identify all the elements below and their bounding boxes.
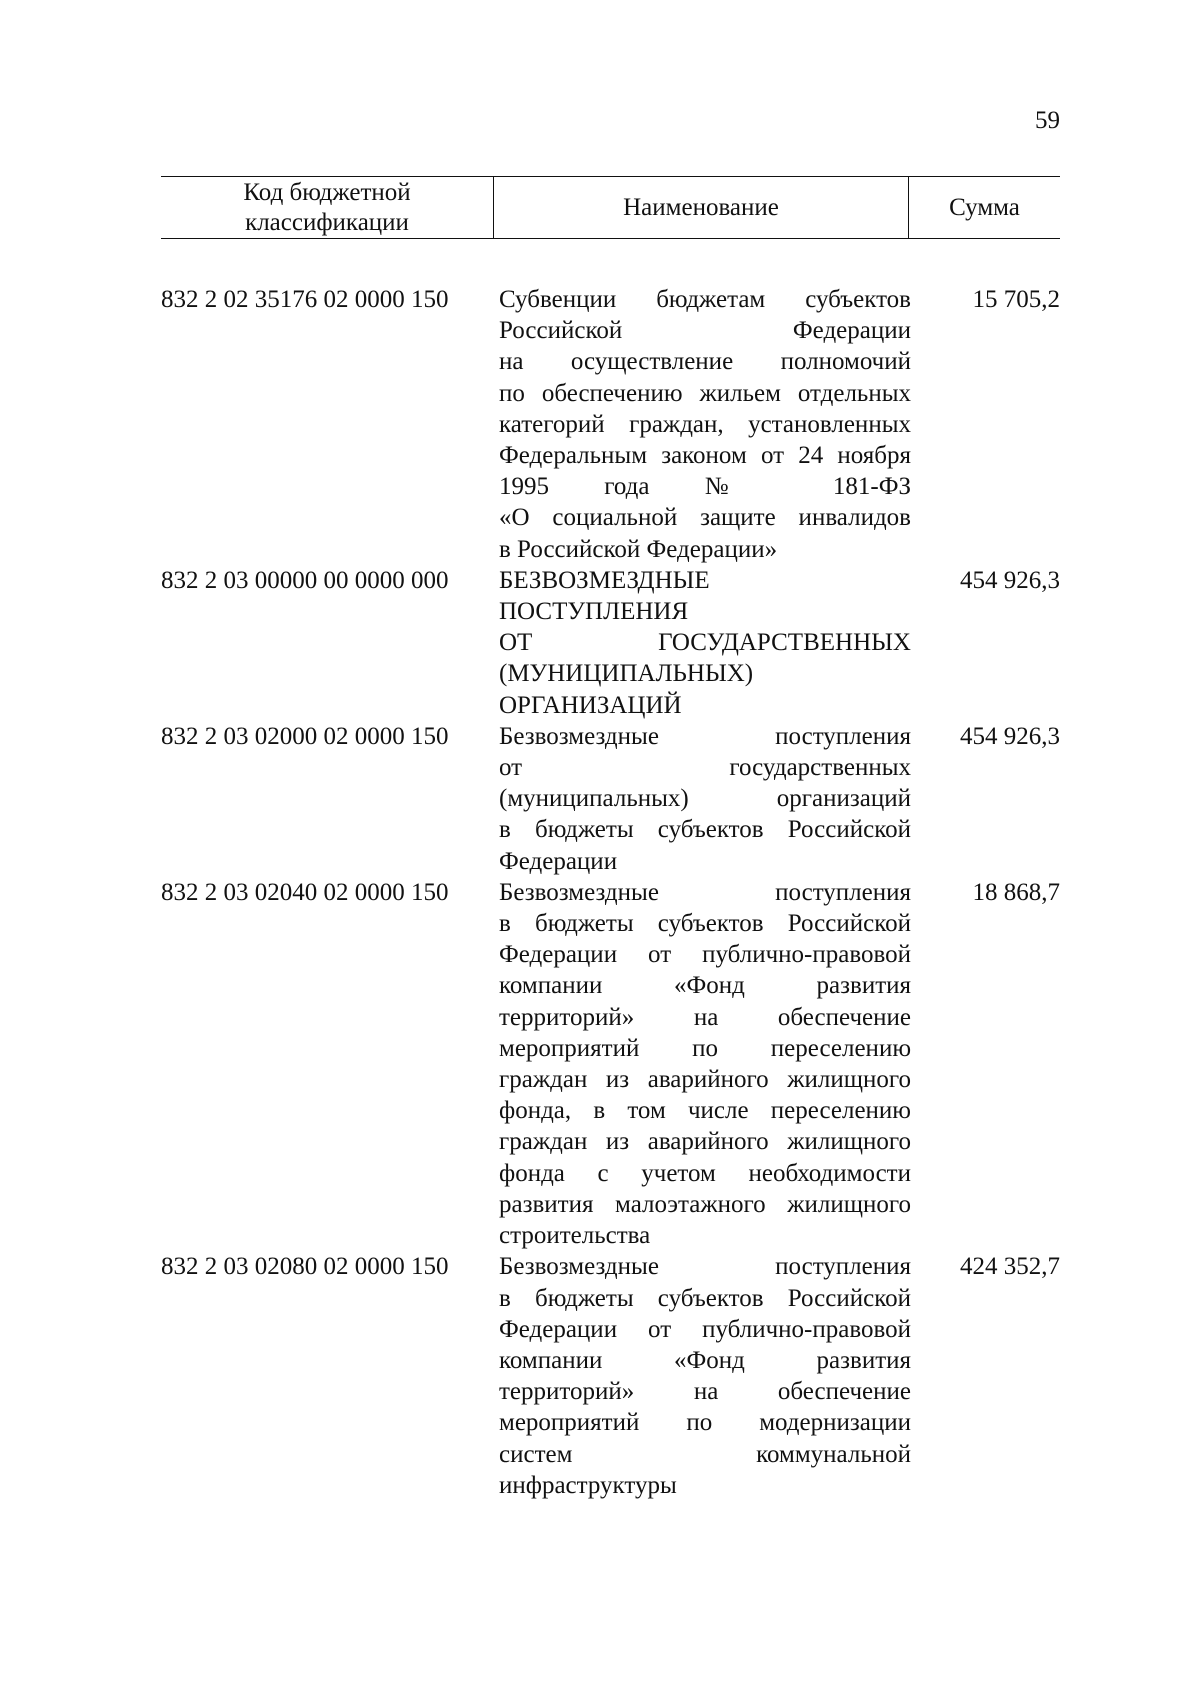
row-code: 832 2 03 02000 02 0000 150 [161,722,449,750]
row-name-line: территорий» на обеспечение [499,1003,911,1031]
row-name-line: в Российской Федерации» [499,535,778,563]
row-name-line: фонда с учетом необходимости [499,1159,911,1187]
row-name-line: по обеспечению жильем отдельных [499,379,911,407]
row-name-line: Безвозмездные поступления [499,878,911,906]
row-name-line: БЕЗВОЗМЕЗДНЫЕ [499,566,710,594]
table-header [161,176,1060,239]
table-body [161,284,1060,1501]
row-name-line: фонда, в том числе переселению [499,1097,911,1125]
row-name-line: категорий граждан, установленных [499,410,911,438]
page-number: 59 [1035,107,1060,134]
row-name-line: систем коммунальной [499,1440,911,1468]
row-name-line: Субвенции бюджетам субъектов [499,286,911,313]
row-name-line: Федерации от публично-правовой [499,1315,911,1343]
row-name-line: ПОСТУПЛЕНИЯ [499,598,689,626]
row-name [499,565,911,721]
row-name [499,877,911,1251]
header-code: Код бюджетной классификации [243,178,411,236]
row-name-line: Федерации от публично-правовой [499,941,911,969]
row-sum: 18 868,7 [972,878,1060,906]
row-name-line: мероприятий по модернизации [499,1409,911,1437]
row-name-line: в бюджеты субъектов Российской [499,816,911,844]
row-name-line: мероприятий по переселению [499,1034,911,1062]
row-name-line: инфраструктуры [499,1471,677,1499]
row-name-line: компании «Фонд развития [499,972,911,1000]
row-name-line: «О социальной защите инвалидов [499,504,911,532]
row-name-line: граждан из аварийного жилищного [499,1128,911,1156]
row-name-line: ОРГАНИЗАЦИЙ [499,691,682,719]
row-name-line: ОТ ГОСУДАРСТВЕННЫХ [499,629,911,657]
row-code: 832 2 03 02080 02 0000 150 [161,1253,449,1281]
row-name-line: компании «Фонд развития [499,1346,911,1374]
row-name-line: от государственных [499,754,911,782]
row-name-line: Федерации [499,847,618,875]
row-name-line: Безвозмездные поступления [499,1253,911,1281]
row-sum: 15 705,2 [972,286,1060,313]
row-code: 832 2 03 02040 02 0000 150 [161,878,449,906]
row-name [499,721,911,877]
row-name-line: в бюджеты субъектов Российской [499,910,911,938]
table-row [161,565,1060,721]
row-sum: 454 926,3 [960,722,1060,750]
table-row [161,877,1060,1251]
row-name-line: в бюджеты субъектов Российской [499,1284,911,1312]
row-name-line: (муниципальных) организаций [499,785,911,813]
table-row [161,1251,1060,1501]
table-row [161,284,1060,565]
row-name-line: строительства [499,1222,651,1250]
header-sum: Сумма [949,193,1020,221]
header-name: Наименование [493,177,909,238]
table-row [161,721,1060,877]
row-name-line: граждан из аварийного жилищного [499,1066,911,1094]
row-code: 832 2 03 00000 00 0000 000 [161,566,449,594]
row-name-line: территорий» на обеспечение [499,1378,911,1406]
row-name-line: на осуществление полномочий [499,348,911,376]
row-name-line: Безвозмездные поступления [499,722,911,750]
row-name [499,284,911,565]
row-name-line: (МУНИЦИПАЛЬНЫХ) [499,660,754,688]
row-name-line: 1995 года № 181-ФЗ [499,473,911,501]
row-sum: 424 352,7 [960,1253,1060,1281]
row-name [499,1251,911,1501]
row-code: 832 2 02 35176 02 0000 150 [161,286,449,313]
row-name-line: развития малоэтажного жилищного [499,1190,911,1218]
row-name-line: Российской Федерации [499,317,911,345]
row-sum: 454 926,3 [960,566,1060,594]
row-name-line: Федеральным законом от 24 ноября [499,442,911,470]
